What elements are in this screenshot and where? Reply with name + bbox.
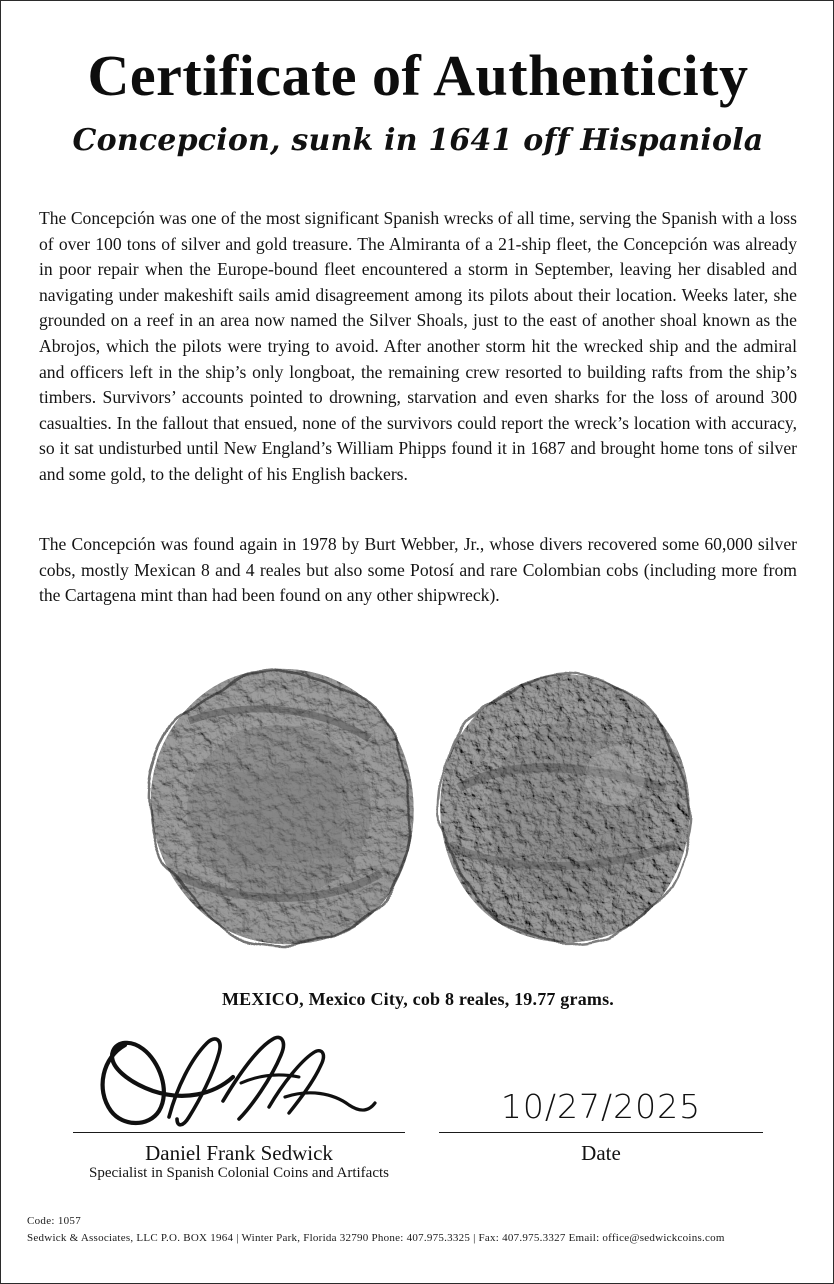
specimen-caption: MEXICO, Mexico City, cob 8 reales, 19.77 grams. — [221, 989, 614, 1009]
footer-company-info: Sedwick & Associates, LLC P.O. BOX 1964 | Winter Park, Florida 32790 Phone: 407.975.3325 | Fax: 407.975.3327 Email: office@sedwickcoins.com — [27, 1232, 725, 1244]
date-label: Date — [581, 1141, 621, 1165]
body-paragraph-2: The Concepción was found again in 1978 by Burt Webber, Jr., whose divers recovered some 60,000 silver cobs, mostly Mexican 8 and 4 reales but also some Potosí and rare Colombian cobs (including more from the Cartagena mint than had been found on any other shipwreck). — [39, 534, 797, 606]
date-value: 10/27/2025 — [500, 1087, 702, 1126]
footer-code: Code: 1057 — [27, 1215, 82, 1227]
signature-icon — [73, 1031, 405, 1133]
signature-rule — [73, 1132, 405, 1133]
signatory-role: Specialist in Spanish Colonial Coins and Artifacts — [89, 1165, 389, 1181]
certificate-inner — [1, 1, 834, 1284]
signature-area — [73, 1031, 405, 1133]
signatory-name: Daniel Frank Sedwick — [145, 1141, 333, 1165]
coin-reverse-photo — [419, 668, 709, 958]
page-subtitle: Concepcion, sunk in 1641 off Hispaniola — [72, 123, 764, 158]
specimen-photos — [1, 656, 834, 961]
coin-obverse-photo — [129, 661, 429, 956]
body-paragraph-1: The Concepción was one of the most significant Spanish wrecks of all time, serving the Spanish with a loss of over 100 tons of silver and gold treasure. The Almiranta of a 21-ship fleet, the Concepción was already in poor repair when the Europe-bound fleet encountered a storm in September, leaving her disabled and navigating under makeshift sails amid disagreement among its pilots about their location. Weeks later, she grounded on a reef in an area now named the Silver Shoals, just to the east of another shoal known as the Abrojos, which the pilots were trying to avoid. After another storm hit the wrecked ship and the admiral and officers left in the ship’s only longboat, the remaining crew resorted to building rafts from the ship’s timbers. Survivors’ accounts pointed to drowning, starvation and even sharks for the loss of around 300 casualties. In the fallout that ensued, none of the survivors could report the wreck’s location with accuracy, so it sat undisturbed until New England’s William Phipps found it in 1687 and brought home tons of silver and some gold, to the delight of his English backers. — [39, 208, 797, 484]
date-rule — [439, 1132, 763, 1133]
page-title: Certificate of Authenticity — [87, 43, 749, 108]
